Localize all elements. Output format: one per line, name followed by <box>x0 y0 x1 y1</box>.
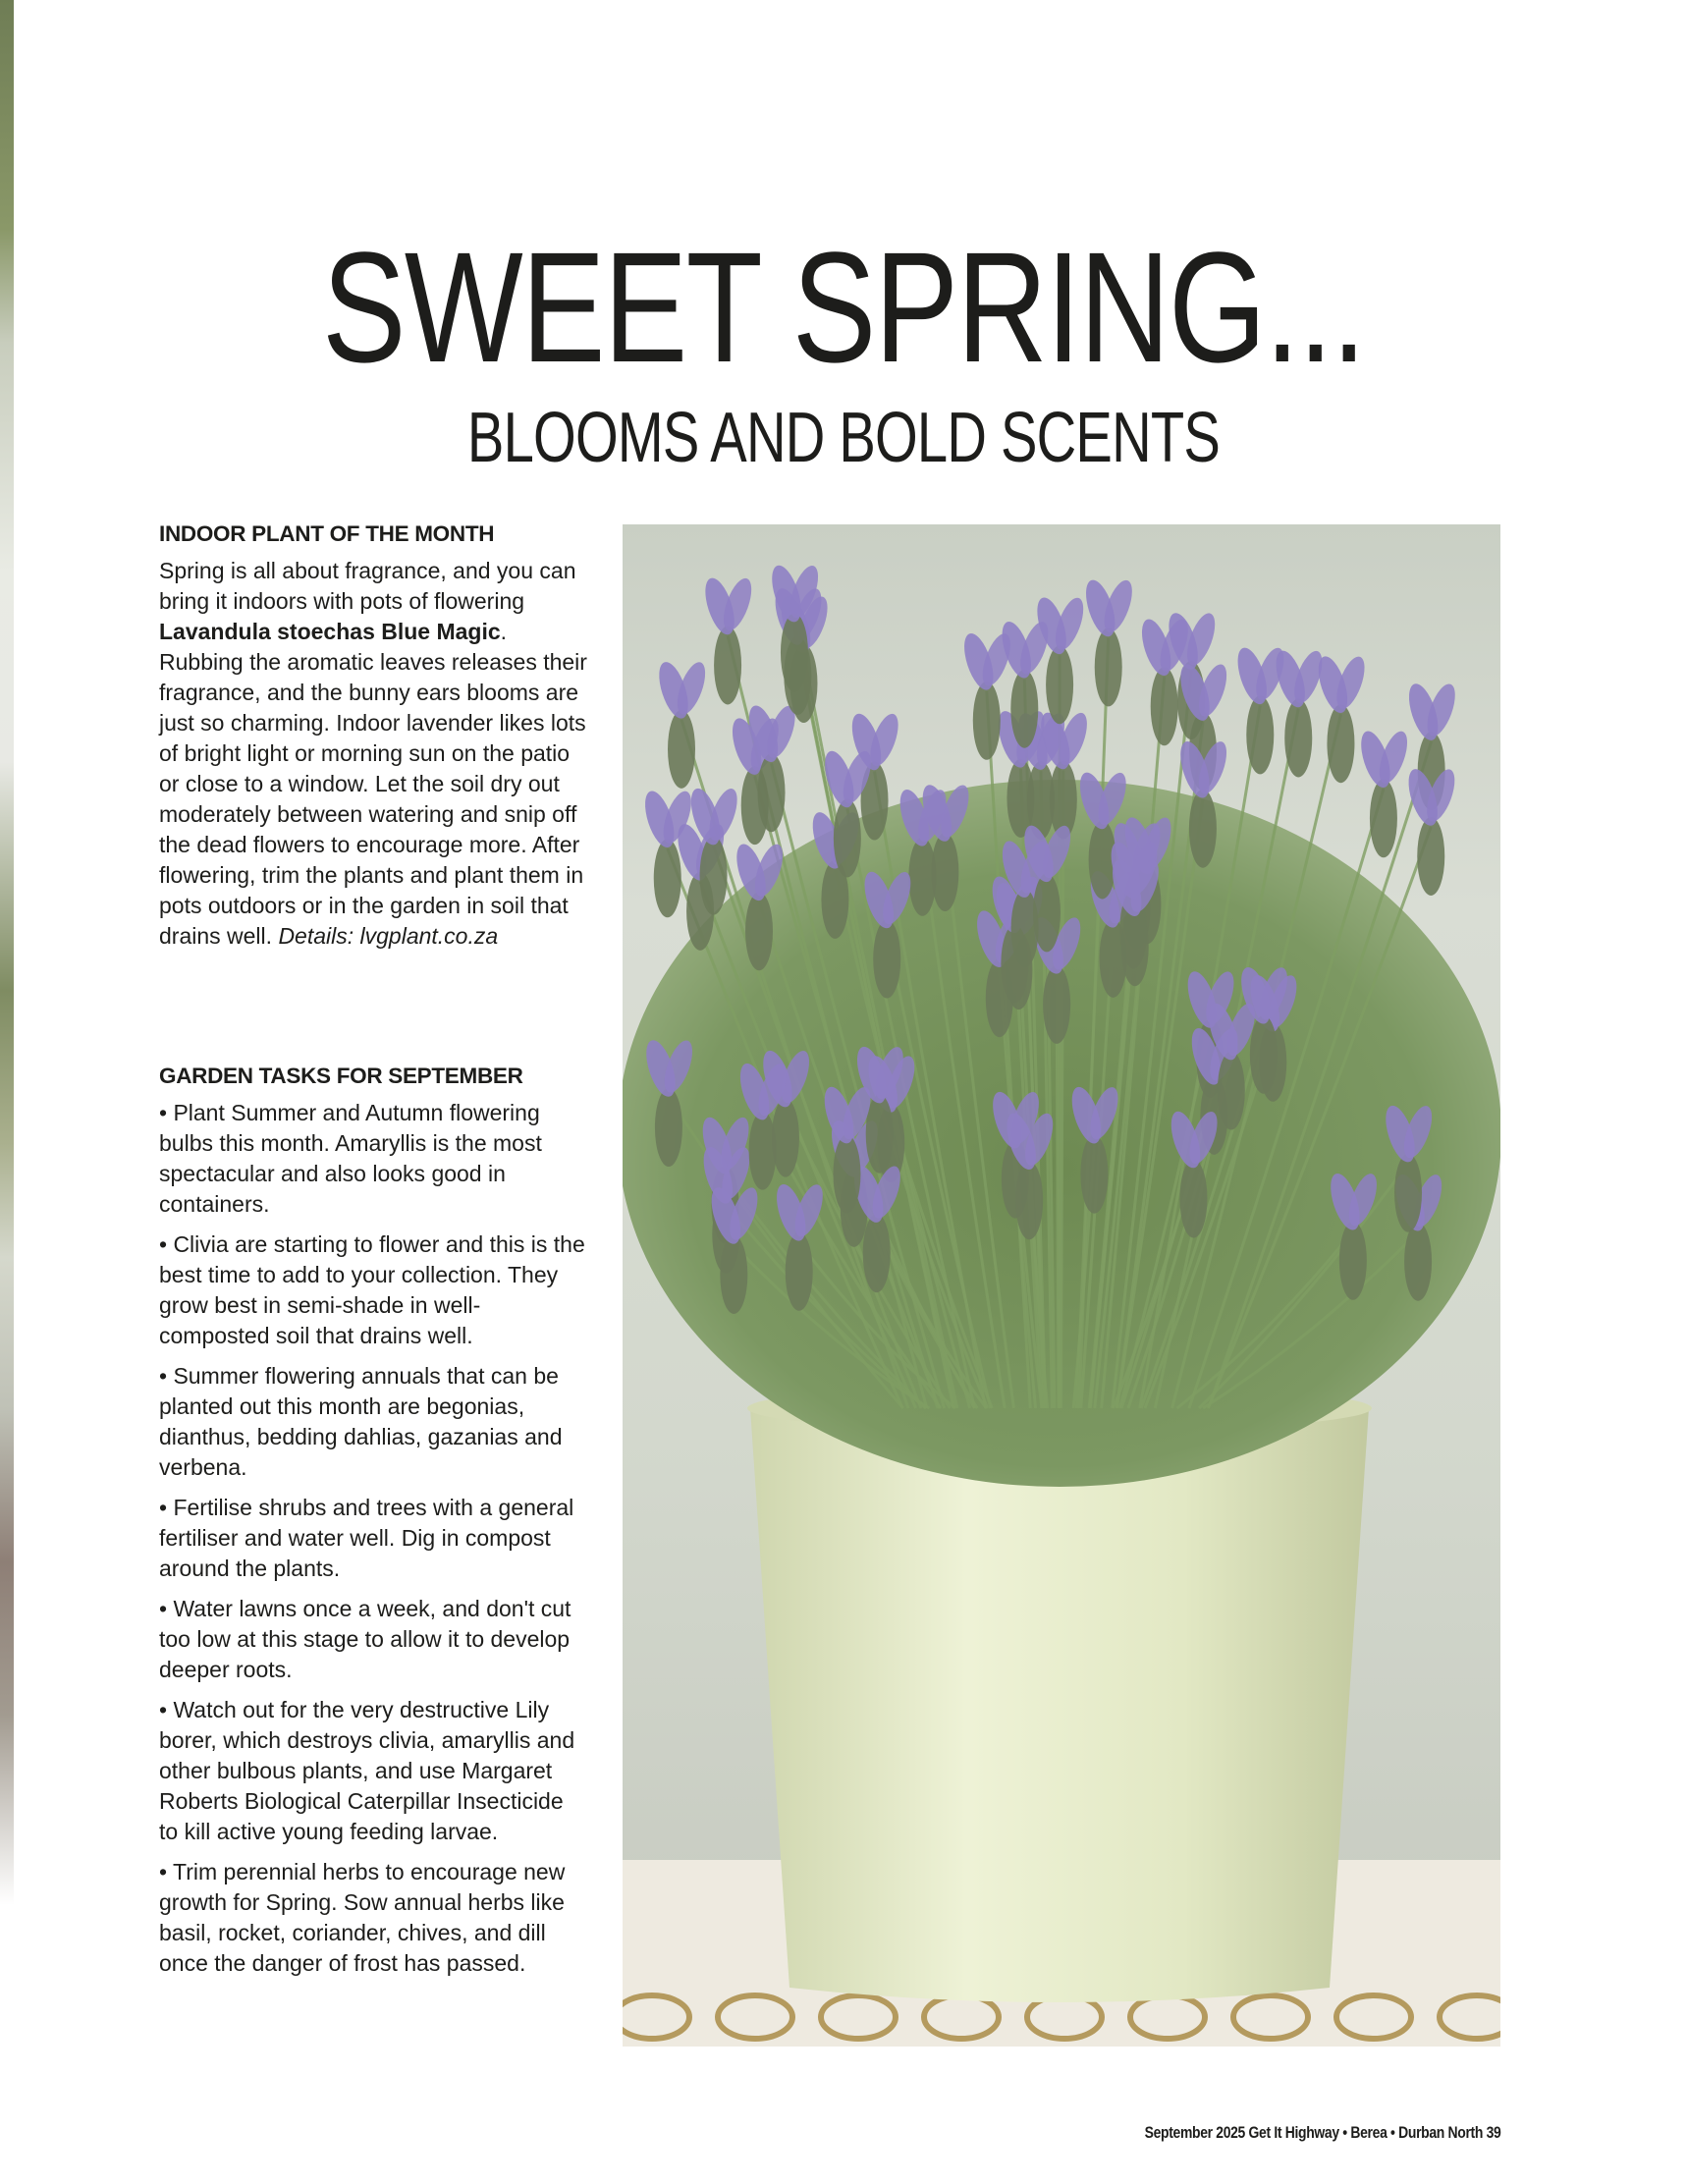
flower-spike <box>1250 1015 1278 1094</box>
flower-spike <box>745 892 773 970</box>
task-item: • Clivia are starting to flower and this is the best time to add to your collection. They grow best in semi-shade in well-composted soil that drains well. <box>159 1231 585 1348</box>
indoor-text-after: . Rubbing the aromatic leaves releases their fragrance, and the bunny ears blooms are just so charming. Indoor lavender likes lots of bright light or morning sun on the patio or close to a window. Let the soil dry out moderately between watering and snip off the dead flowers to encourage more. After flowering, trim the plants and plant them in pots outdoors or in the garden in soil that drains well. <box>159 619 587 949</box>
page-title: SWEET SPRING... <box>322 219 1365 395</box>
flower-spike <box>863 1214 891 1292</box>
flower-spike <box>834 798 861 877</box>
flower-spike <box>1404 1223 1432 1301</box>
flower-spike <box>1246 695 1274 774</box>
task-item: • Watch out for the very destructive Lily borer, which destroys clivia, amaryllis and other bulbous plants, and use Margaret Roberts Biological Caterpillar Insecticide to kill active young feeding larvae. <box>159 1697 575 1844</box>
flower-spike <box>720 1235 747 1314</box>
garden-tasks-section <box>159 1063 587 1989</box>
flower-spike <box>1284 698 1312 777</box>
task-item: • Trim perennial herbs to encourage new growth for Spring. Sow annual herbs like basil, rocket, coriander, chives, and dill once the danger of frost has passed. <box>159 1859 566 1976</box>
flower-spike <box>700 837 728 915</box>
flower-spike <box>866 1095 894 1174</box>
flower-spike <box>1189 790 1217 868</box>
flower-spike <box>1394 1154 1422 1232</box>
plant-name: Lavandula stoechas Blue Magic <box>159 619 501 644</box>
indoor-plant-section <box>159 520 587 961</box>
task-item: • Water lawns once a week, and don't cut too low at this stage to allow it to develop deeper roots. <box>159 1596 571 1682</box>
flower-spike <box>1417 817 1444 896</box>
flower-spike <box>1218 1052 1245 1130</box>
garden-tasks-heading: GARDEN TASKS FOR SEPTEMBER <box>159 1064 523 1088</box>
flower-spike <box>668 710 695 789</box>
flower-spike <box>749 1112 777 1190</box>
indoor-text-before: Spring is all about fragrance, and you can bring it indoors with pots of flowering <box>159 558 576 614</box>
lavender-illustration <box>623 524 1500 2047</box>
flower-spike <box>1015 1161 1043 1239</box>
flower-spike <box>714 626 741 704</box>
details-link: Details: lvgplant.co.za <box>278 923 499 949</box>
task-item: • Summer flowering annuals that can be planted out this month are begonias, dianthus, bedding dahlias, gazanias and verbena. <box>159 1363 563 1480</box>
flower-spike <box>1339 1222 1367 1300</box>
flower-spike <box>1033 873 1061 952</box>
flower-spike <box>654 839 681 917</box>
indoor-plant-body <box>159 556 587 952</box>
page-footer: September 2025 Get It Highway • Berea • Durban North 39 <box>1144 2123 1500 2142</box>
flower-spike <box>1080 1135 1108 1214</box>
indoor-plant-heading: INDOOR PLANT OF THE MONTH <box>159 521 495 546</box>
flower-spike <box>1043 965 1070 1044</box>
lavender-pot-photo <box>623 524 1500 2047</box>
flower-spike <box>1370 779 1397 857</box>
flower-spike <box>758 753 786 832</box>
flower-spike <box>655 1088 682 1167</box>
flower-spike <box>786 1232 813 1311</box>
flower-spike <box>1121 907 1149 986</box>
task-item: • Fertilise shrubs and trees with a general fertiliser and water well. Dig in compost around the plants. <box>159 1495 574 1581</box>
flower-spike <box>1151 667 1178 745</box>
flower-spike <box>1179 1160 1207 1238</box>
flower-spike <box>908 838 936 916</box>
flower-pot <box>750 1408 1369 2002</box>
previous-page-edge <box>0 0 14 1905</box>
flower-spike <box>833 1135 860 1214</box>
flower-spike <box>1010 670 1038 748</box>
flower-spike <box>1046 645 1073 724</box>
flower-spike <box>1327 704 1354 783</box>
flower-spike <box>973 682 1001 760</box>
flower-spike <box>1095 628 1122 706</box>
flower-spike <box>781 614 808 692</box>
flower-spike <box>772 1099 799 1177</box>
page-subtitle: BLOOMS AND BOLD SCENTS <box>466 399 1221 477</box>
task-item: • Plant Summer and Autumn flowering bulbs this month. Amaryllis is the most spectacular and also looks good in containers. <box>159 1100 542 1217</box>
flower-spike <box>873 920 900 999</box>
